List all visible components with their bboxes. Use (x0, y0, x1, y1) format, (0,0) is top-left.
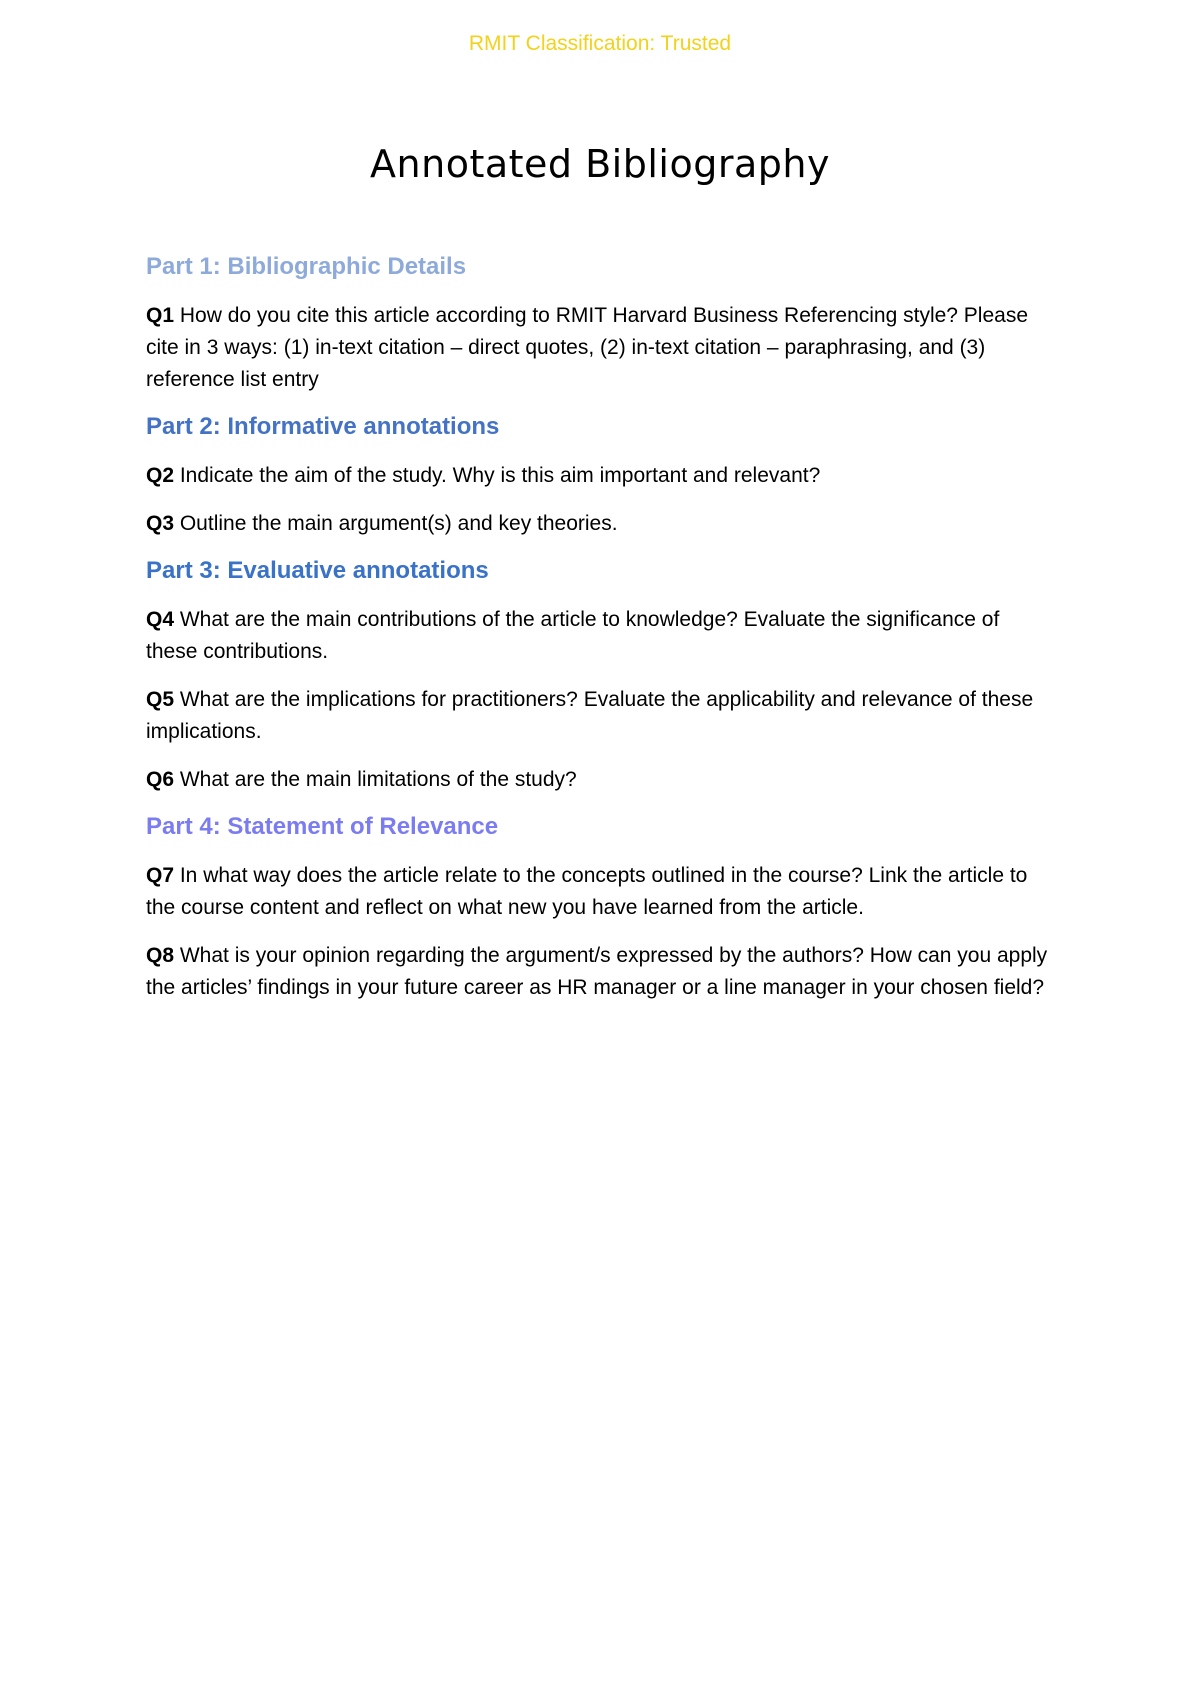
section-heading-part-2: Part 2: Informative annotations (146, 413, 500, 440)
question-number: Q1 (146, 304, 175, 327)
question-q4 (146, 604, 1056, 668)
section-heading-part-3: Part 3: Evaluative annotations (146, 557, 489, 584)
question-q1 (146, 300, 1056, 396)
question-q8 (146, 940, 1056, 1004)
question-number: Q8 (146, 944, 175, 967)
question-text: In what way does the article relate to the concepts outlined in the course? Link the article to the course content and reflect on what new you have learned from the article. (146, 864, 1028, 919)
question-number: Q6 (146, 768, 175, 791)
question-number: Q2 (146, 464, 175, 487)
question-text: What is your opinion regarding the argument/s expressed by the authors? How can you apply the articles’ findings in your future career as HR manager or a line manager in your chosen field? (146, 944, 1048, 999)
question-q3 (146, 508, 1056, 540)
section-heading-part-1: Part 1: Bibliographic Details (146, 253, 467, 280)
question-q7 (146, 860, 1056, 924)
question-text: What are the main limitations of the study? (174, 768, 577, 791)
question-text: How do you cite this article according to RMIT Harvard Business Referencing style? Please cite in 3 ways: (1) in-text citation – direct quotes, (2) in-text citation – paraphrasing, and (3) reference list entry (146, 304, 1029, 391)
question-text: Indicate the aim of the study. Why is this aim important and relevant? (174, 464, 821, 487)
question-number: Q3 (146, 512, 175, 535)
question-number: Q7 (146, 864, 175, 887)
section-heading-part-4: Part 4: Statement of Relevance (146, 813, 499, 840)
question-q5 (146, 684, 1056, 748)
question-text: What are the implications for practitioners? Evaluate the applicability and relevance of these implications. (146, 688, 1034, 743)
question-text: What are the main contributions of the article to knowledge? Evaluate the significance of these contributions. (146, 608, 1000, 663)
classification-label: RMIT Classification: Trusted (468, 32, 732, 55)
question-q2 (146, 460, 1056, 492)
question-number: Q4 (146, 608, 175, 631)
document-body (146, 252, 1056, 1020)
document-title: Annotated Bibliography (370, 142, 830, 186)
question-number: Q5 (146, 688, 175, 711)
question-q6 (146, 764, 1056, 796)
question-text: Outline the main argument(s) and key theories. (174, 512, 618, 535)
